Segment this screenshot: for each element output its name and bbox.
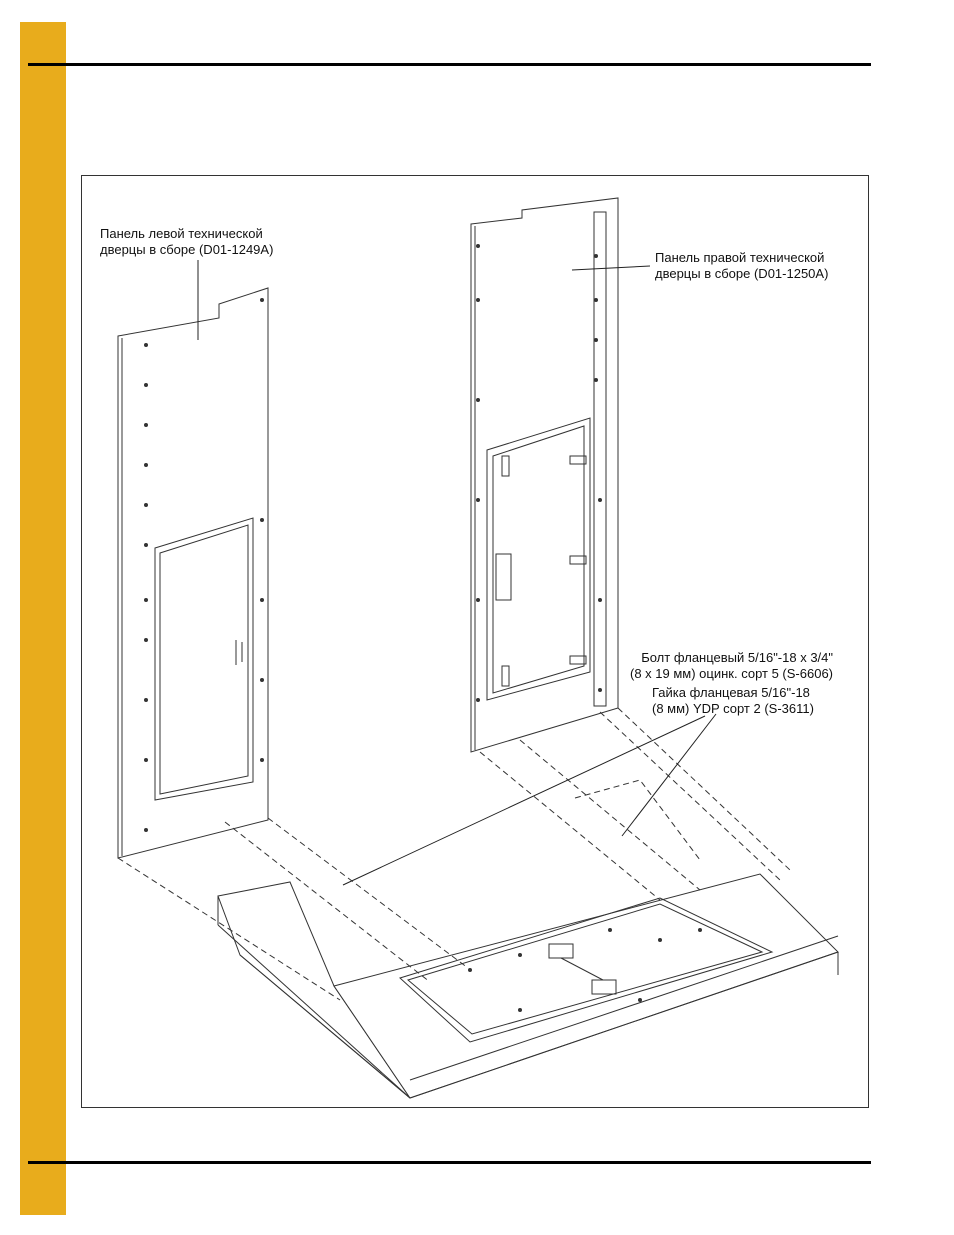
bolt-callout-line1: Болт фланцевый 5/16"-18 x 3/4"	[641, 650, 834, 665]
nut-callout-line1: Гайка фланцевая 5/16"-18	[652, 685, 810, 700]
right-panel-callout	[655, 250, 828, 282]
left-panel-callout-line2: дверцы в сборе (D01-1249A)	[100, 242, 274, 257]
bolt-callout-line2: (8 x 19 мм) оцинк. сорт 5 (S-6606)	[630, 666, 834, 681]
nut-callout	[652, 685, 814, 717]
nut-callout-line2: (8 мм) YDP сорт 2 (S-3611)	[652, 701, 814, 716]
bolt-callout	[630, 650, 833, 682]
leader-lines	[198, 260, 716, 885]
left-panel-callout-line1: Панель левой технической	[100, 226, 263, 241]
left-panel-callout	[100, 226, 273, 258]
right-panel-callout-line1: Панель правой технической	[655, 250, 825, 265]
base-frame	[218, 874, 838, 1098]
left-door-panel	[118, 288, 268, 858]
right-panel-callout-line2: дверцы в сборе (D01-1250A)	[655, 266, 829, 281]
right-door-panel	[471, 198, 618, 752]
